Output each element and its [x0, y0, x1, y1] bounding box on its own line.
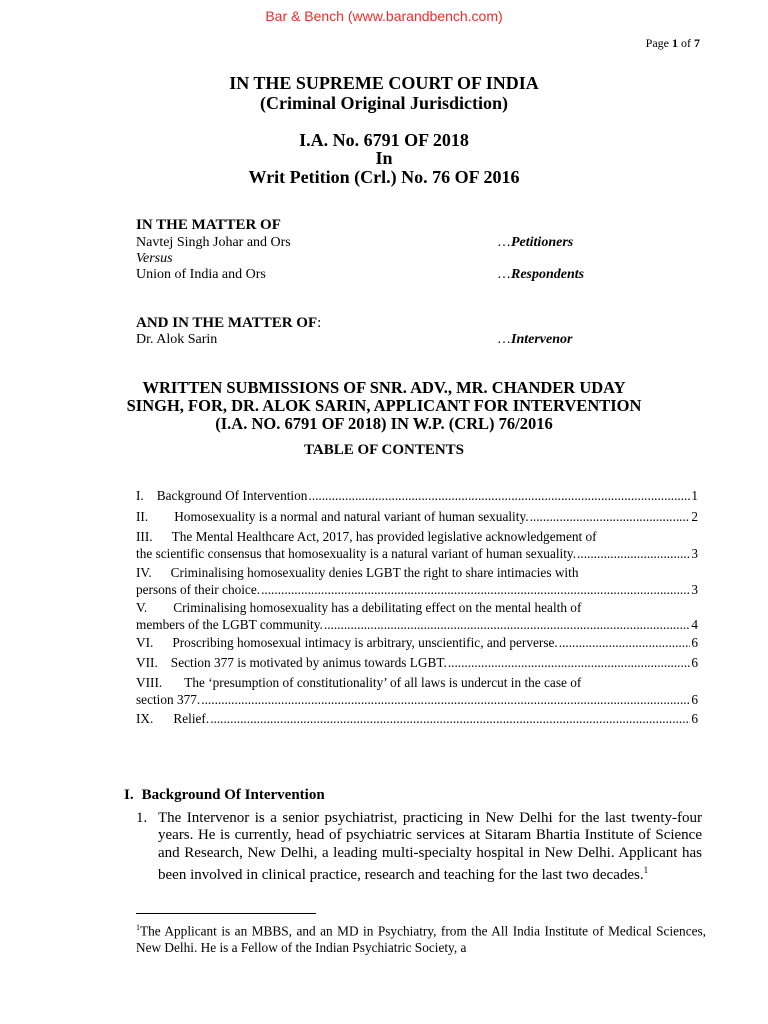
versus-label: Versus — [136, 251, 173, 266]
page-number: Page 1 of 7 — [645, 36, 700, 50]
toc-item-5[interactable]: V. Criminalising homosexuality has a debilitating effect on the mental health of members of the LGBT community. ..... 4 — [136, 599, 698, 633]
petitioner-name: Navtej Singh Johar and Ors — [136, 235, 291, 250]
paragraph-1: 1. The Intervenor is a senior psychiatrist, practicing in New Delhi for the last twenty-four years. He is currently, head of psychiatric services at Sitaram Bhartia Institute of Science and Research, New Delhi, a leading multi-specialty hospital in New Delhi. Applicant has been involved in clinical practice, research and teaching for the last two decades.$^1$ — [136, 810, 702, 883]
respondent-role: …Respondents — [497, 267, 585, 282]
petitioner-role: …Petitioners — [497, 235, 574, 250]
toc-item-7[interactable]: VII. Section 377 is motivated by animus towards LGBT. ..... 6 — [136, 654, 698, 671]
footnote-reference[interactable]: 1 — [643, 864, 649, 875]
respondent-name: Union of India and Ors — [136, 267, 266, 282]
toc-item-2[interactable]: II. Homosexuality is a normal and natural variant of human sexuality. ..... 2 — [136, 508, 698, 525]
court-title: IN THE SUPREME COURT OF INDIA — [229, 73, 539, 93]
submission-title-line-2: SINGH, FOR, DR. ALOK SARIN, APPLICANT FOR INTERVENTION — [126, 396, 642, 415]
toc-item-8[interactable]: VIII. The ‘presumption of constitutionality’ of all laws is undercut in the case of section 377. ..... 6 — [136, 674, 698, 708]
ia-number: I.A. No. 6791 OF 2018 — [299, 130, 469, 150]
toc-item-6[interactable]: VI. Proscribing homosexual intimacy is arbitrary, unscientific, and perverse. ..... 6 — [136, 634, 698, 651]
matter-heading-2: AND IN THE MATTER OF: — [136, 315, 322, 331]
writ-petition-number: Writ Petition (Crl.) No. 76 OF 2016 — [248, 167, 520, 187]
toc-item-3[interactable]: III. The Mental Healthcare Act, 2017, has provided legislative acknowledgement of the scientific consensus that homosexuality is a natural variant of human sexuality. ..... 3 — [136, 528, 698, 562]
intervenor-name: Dr. Alok Sarin — [136, 332, 218, 347]
in-label: In — [375, 148, 393, 168]
toc-item-9[interactable]: IX. Relief. ..... 6 — [136, 710, 698, 727]
matter-heading: IN THE MATTER OF — [136, 217, 281, 233]
toc-heading: TABLE OF CONTENTS — [303, 442, 465, 458]
watermark-source[interactable]: Bar & Bench (www.barandbench.com) — [265, 8, 503, 24]
footnote: $^1$The Applicant is an MBBS, and an MD in Psychiatry, from the All India Institute of Medical Sciences, New Delhi. He is a Fellow of the Indian Psychiatric Society, a — [136, 923, 706, 955]
submission-title-line-3: (I.A. NO. 6791 OF 2018) IN W.P. (CRL) 76/2016 — [215, 414, 553, 433]
section-heading: I. Background Of Intervention — [124, 787, 325, 803]
intervenor-role: …Intervenor — [497, 332, 573, 347]
jurisdiction: (Criminal Original Jurisdiction) — [259, 93, 508, 113]
toc-item-4[interactable]: IV. Criminalising homosexuality denies LGBT the right to share intimacies with persons of their choice. ..... 3 — [136, 564, 698, 598]
footnote-separator — [136, 913, 316, 914]
toc-item-1[interactable]: I. Background Of Intervention ..... 1 — [136, 487, 698, 504]
submission-title-line-1: WRITTEN SUBMISSIONS OF SNR. ADV., MR. CHANDER UDAY — [142, 378, 626, 397]
